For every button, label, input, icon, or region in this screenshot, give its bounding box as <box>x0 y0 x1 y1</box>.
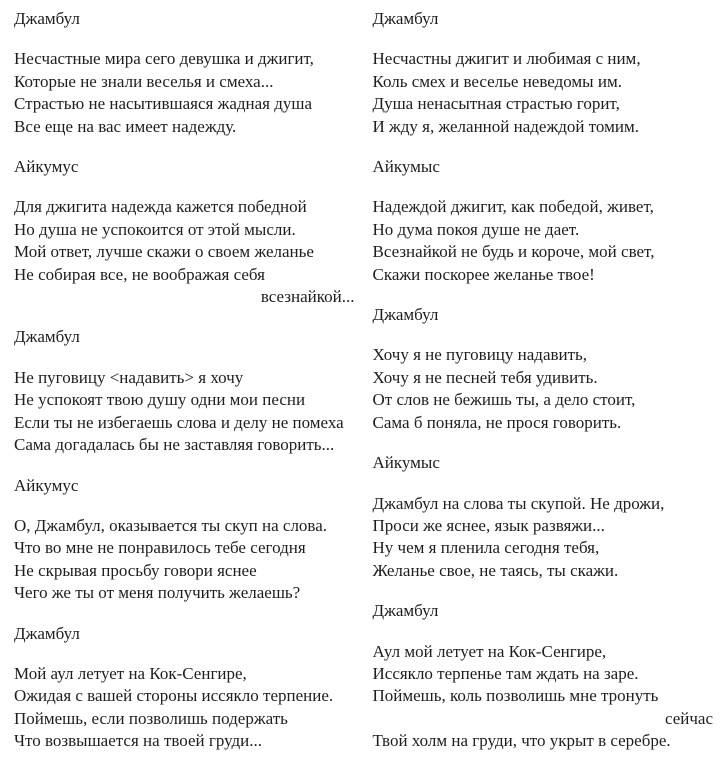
poem-line: Чего же ты от меня получить желаешь? <box>14 583 301 603</box>
poem-line: Поймешь, если позволишь подержать <box>14 708 288 728</box>
stanza <box>373 196 714 286</box>
speaker-heading: Джамбул <box>14 327 80 347</box>
poem-line: Не пуговицу <надавить> я хочу <box>14 367 244 387</box>
speaker-heading: Джамбул <box>372 601 439 621</box>
stanza <box>14 48 355 138</box>
stanza <box>373 641 714 753</box>
speaker-heading: Джамбул <box>14 9 80 28</box>
speaker-heading: Джамбул <box>372 9 439 28</box>
poem-section <box>14 326 355 456</box>
poem-line: Твой холм на груди, что укрыт в серебре. <box>372 731 671 751</box>
poem-section <box>373 8 714 138</box>
stanza <box>373 493 714 583</box>
stanza <box>14 663 355 753</box>
poem-line: Не скрывая просьбу говори яснее <box>14 560 257 580</box>
poem-section <box>14 623 355 753</box>
poem-line: Несчастны джигит и любимая с ним, <box>372 49 641 69</box>
poem-line: Мой аул летует на Кок-Сенгире, <box>14 663 247 683</box>
poem-line: О, Джамбул, оказывается ты скуп на слова. <box>14 515 328 535</box>
poem-line: Несчастные мира сего девушка и джигит, <box>14 49 314 69</box>
poem-line: Все еще на вас имеет надежду. <box>14 116 237 136</box>
poem-line: Не успокоят твою душу одни мои песни <box>14 390 306 410</box>
poem-line: Аул мой летует на Кок-Сенгире, <box>372 641 607 661</box>
poem-line: Сама догадалась бы не заставляя говорить... <box>14 435 335 455</box>
stanza <box>14 515 355 605</box>
poem-section <box>14 8 355 138</box>
poem-line: Хочу я не песней тебя удивить. <box>372 367 598 387</box>
poem-line: Которые не знали веселья и смеха... <box>14 71 274 91</box>
poem-line: Мой ответ, лучше скажи о своем желанье <box>14 242 314 262</box>
poem-line: И жду я, желанной надеждой томим. <box>372 116 639 136</box>
poem-line: всезнайкой... <box>260 287 355 307</box>
poem-line: Что возвышается на твоей груди... <box>14 731 263 751</box>
poem-line: Душа ненасытная страстью горит, <box>372 94 620 114</box>
poem-section <box>373 600 714 752</box>
poem-line: Страстью не насытившаяся жадная душа <box>14 94 313 114</box>
poem-column-left <box>14 8 355 771</box>
poem-line: Хочу я не пуговицу надавить, <box>372 345 588 365</box>
speaker-heading: Айкумус <box>14 475 79 495</box>
speaker-heading: Джамбул <box>14 623 80 643</box>
speaker-heading: Джамбул <box>372 305 439 325</box>
poem-section <box>373 304 714 434</box>
poem-line: Не собирая все, не воображая себя <box>14 264 265 284</box>
poem-line: Проси же яснее, язык развяжи... <box>372 515 605 535</box>
poem-line: Желанье свое, не таясь, ты скажи. <box>372 560 619 580</box>
poem-section <box>14 475 355 605</box>
poem-line: Поймешь, коль позволишь мне тронуть <box>372 686 659 706</box>
stanza <box>14 196 355 308</box>
poem-line: Надеждой джигит, как победой, живет, <box>372 197 654 217</box>
stanza <box>373 48 714 138</box>
poem-section <box>373 452 714 582</box>
stanza <box>373 344 714 434</box>
poem-line: Сама б поняла, не прося говорить. <box>372 412 622 432</box>
poem-column-right <box>373 8 714 771</box>
poem-line: Всезнайкой не будь и короче, мой свет, <box>372 242 655 262</box>
poem-line: Но душа не успокоится от этой мысли. <box>14 219 296 239</box>
poem-line: Для джигита надежда кажется победной <box>14 197 307 217</box>
poem-line: Ну чем я пленила сегодня тебя, <box>372 538 600 558</box>
speaker-heading: Айкумыс <box>372 157 440 177</box>
poem-line: Иссякло терпенье там ждать на заре. <box>372 663 639 683</box>
speaker-heading: Айкумус <box>14 157 79 177</box>
poem-line: сейчас <box>664 708 713 728</box>
speaker-heading: Айкумыс <box>372 453 440 473</box>
poem-line: Ожидая с вашей стороны иссякло терпение. <box>14 686 334 706</box>
poem-section <box>373 156 714 286</box>
poem-line: От слов не бежишь ты, а дело стоит, <box>372 390 636 410</box>
poem-line: Джамбул на слова ты скупой. Не дрожи, <box>372 493 665 513</box>
stanza <box>14 367 355 457</box>
poem-line: Но дума покоя душе не дает. <box>372 219 580 239</box>
poem-line: Если ты не избегаешь слова и делу не помеха <box>14 412 344 432</box>
poem-line: Коль смех и веселье неведомы им. <box>372 71 622 91</box>
poem-line: Что во мне не понравилось тебе сегодня <box>14 538 306 558</box>
poem-section <box>14 156 355 308</box>
poem-line: Скажи поскорее желанье твое! <box>372 264 595 284</box>
